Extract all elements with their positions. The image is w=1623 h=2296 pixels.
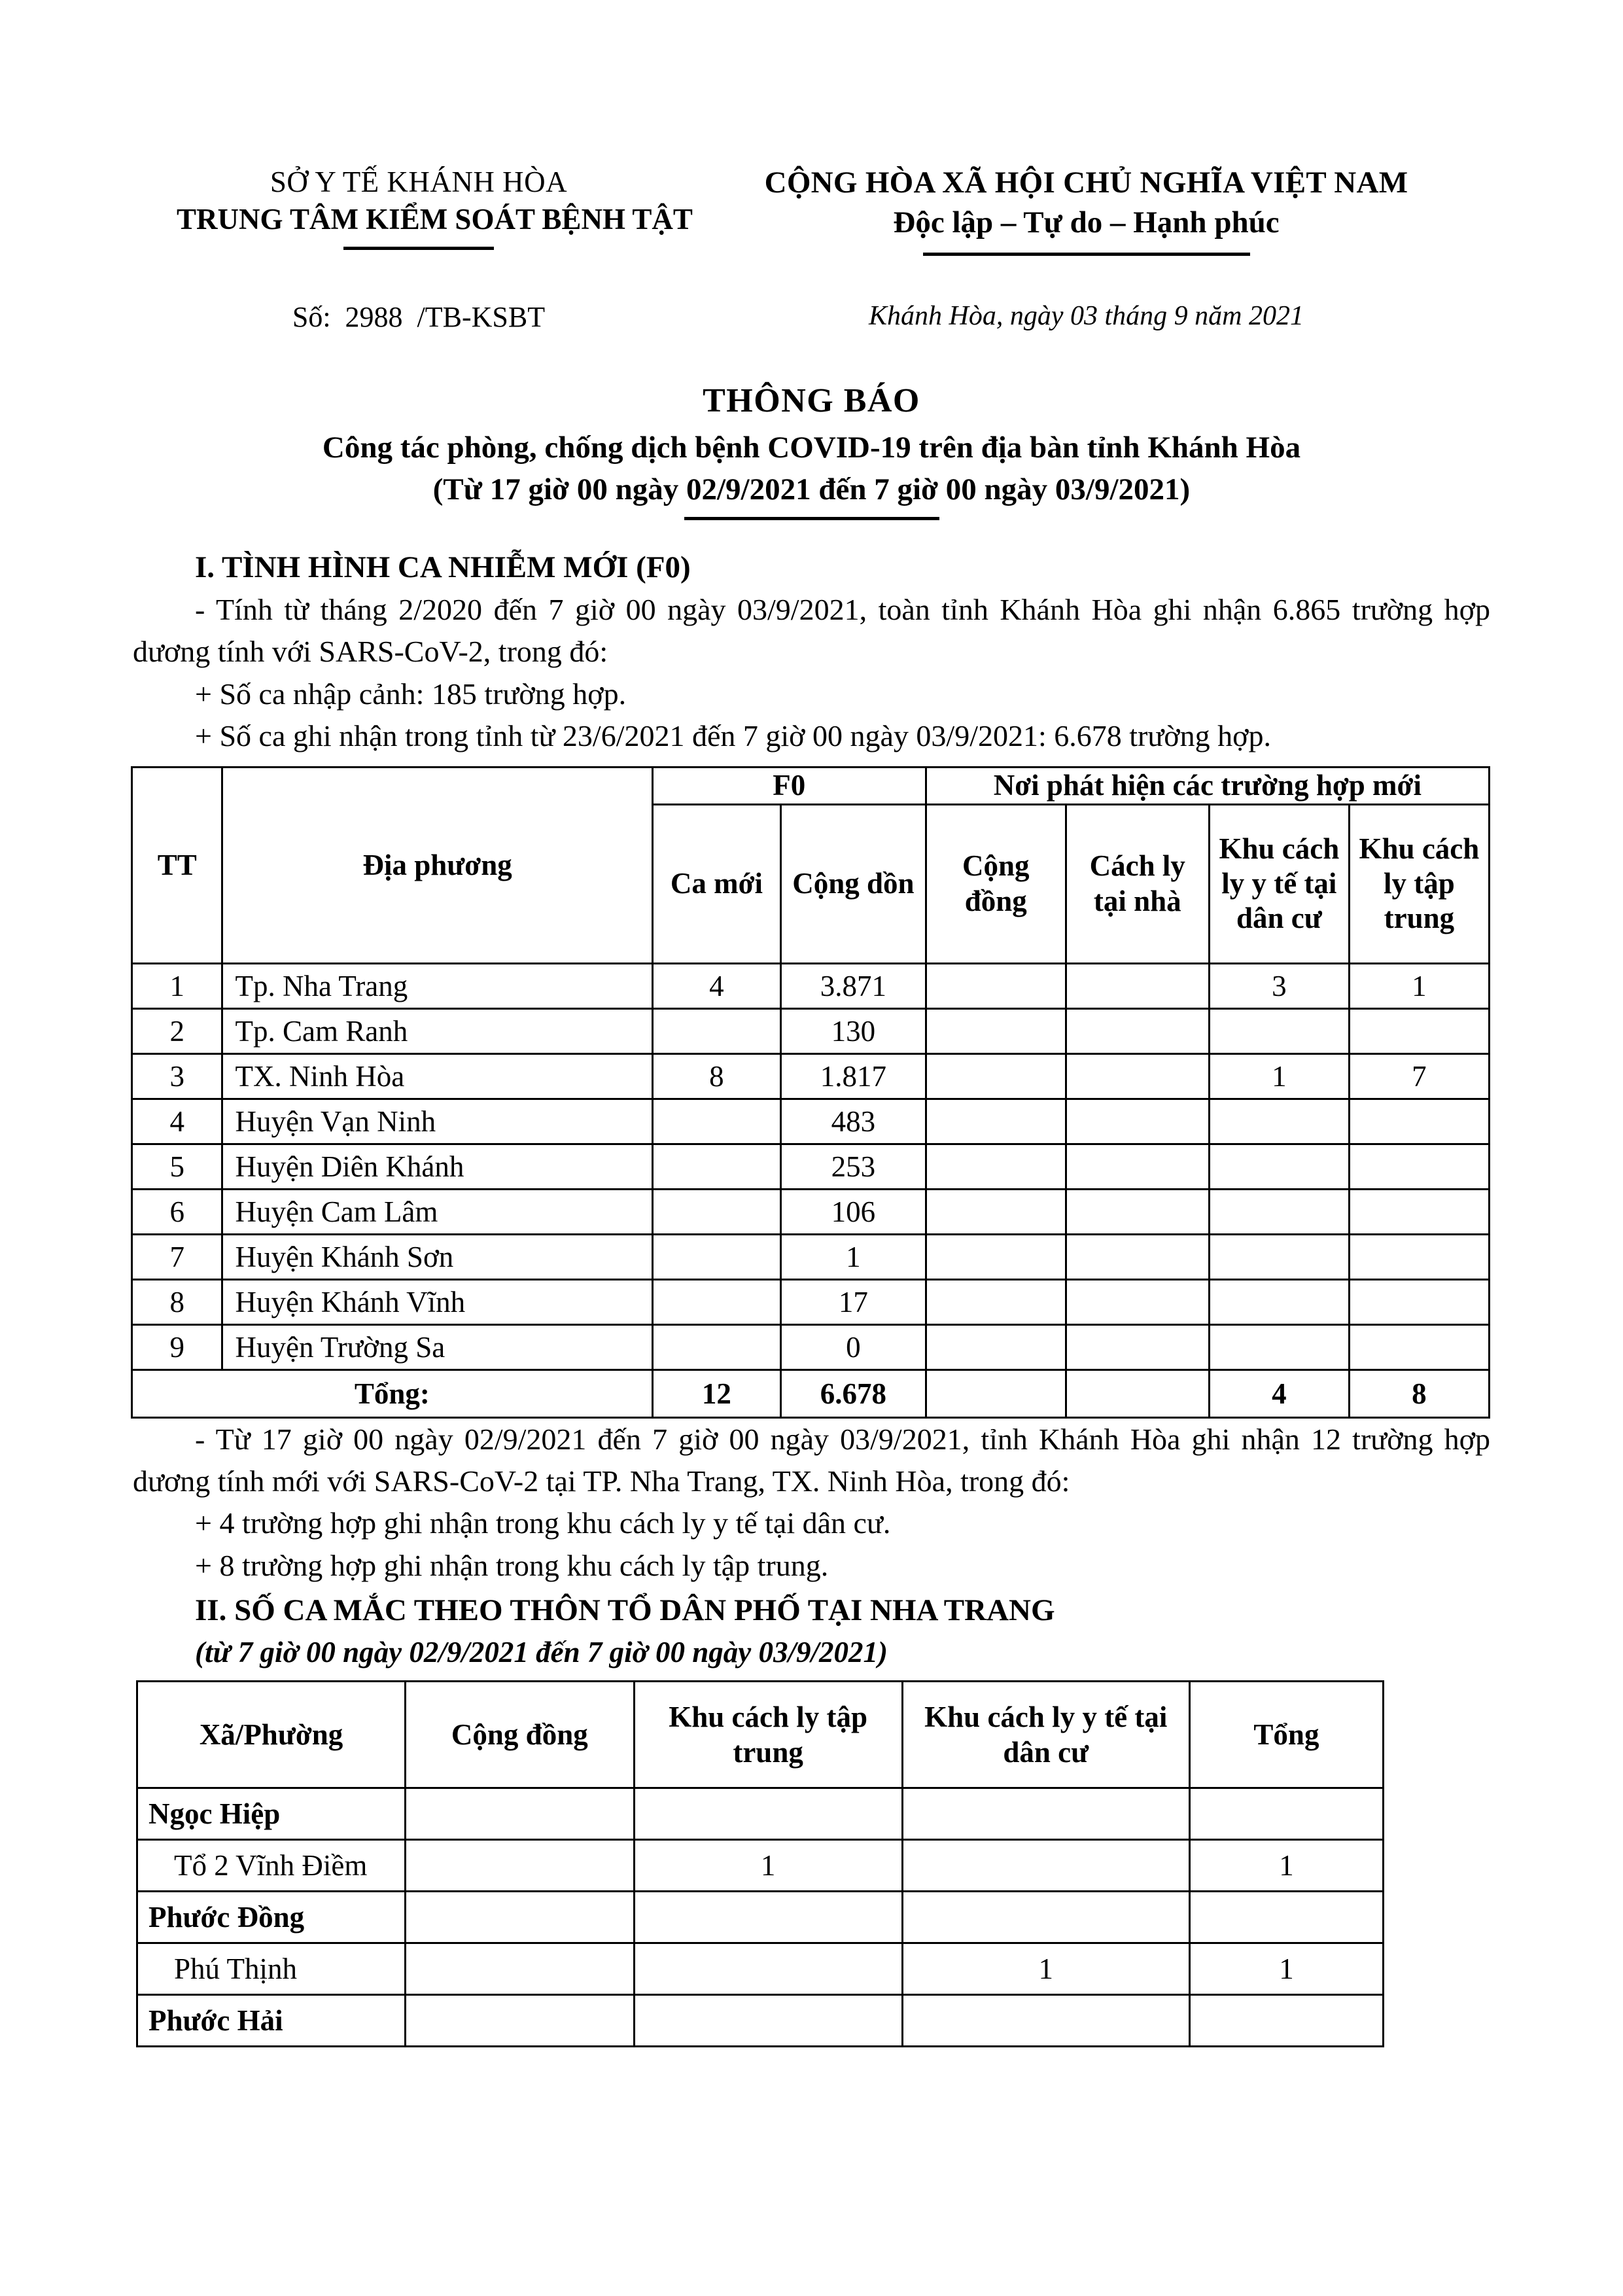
cell-tt: 2 [132, 1008, 222, 1053]
cell-community [926, 1053, 1066, 1099]
cell-tt: 5 [132, 1144, 222, 1189]
national-heading [661, 164, 1512, 256]
cell-ward-community [406, 1840, 634, 1892]
header-group-detection-place: Nơi phát hiện các trường hợp mới [926, 768, 1489, 804]
section-two-heading: II. SỐ CA MẮC THEO THÔN TỔ DÂN PHỐ TẠI NHA TRANG [195, 1593, 1055, 1628]
cell-home-quarantine [1066, 1324, 1209, 1369]
cell-ward-residential-quarantine [902, 1892, 1189, 1943]
table-row [132, 1234, 1490, 1279]
cell-new-cases: 4 [652, 963, 780, 1008]
cell-residential-quarantine [1209, 1234, 1349, 1279]
cell-community [926, 1234, 1066, 1279]
cell-home-quarantine [1066, 1234, 1209, 1279]
table-row [132, 1324, 1490, 1369]
cell-new-cases [652, 1279, 780, 1324]
table-row [132, 1189, 1490, 1234]
header-locality: Địa phương [222, 768, 652, 963]
cell-community [926, 1099, 1066, 1144]
cell-new-cases [652, 1324, 780, 1369]
document-masthead [0, 0, 1623, 256]
place-and-date: Khánh Hòa, ngày 03 tháng 9 năm 2021 [869, 301, 1304, 332]
table-row [137, 1892, 1384, 1943]
document-number: Số: 2988 /TB-KSBT [292, 301, 546, 334]
cell-residential-quarantine [1209, 1008, 1349, 1053]
cell-ward-total [1189, 1892, 1383, 1943]
header-cumulative: Cộng dồn [781, 804, 926, 963]
cell-residential-quarantine [1209, 1144, 1349, 1189]
section-one-paragraph-6: + 8 trường hợp ghi nhận trong khu cách ly tập trung. [195, 1548, 829, 1582]
ward-table-header-row [137, 1682, 1384, 1788]
table-row [137, 1943, 1384, 1995]
cell-tt: 8 [132, 1279, 222, 1324]
cell-central-quarantine [1349, 1189, 1489, 1234]
cell-ward-central-quarantine [634, 1892, 902, 1943]
table-row [132, 1279, 1490, 1324]
section-one-paragraph-4: - Từ 17 giờ 00 ngày 02/9/2021 đến 7 giờ 00 ngày 03/9/2021, tỉnh Khánh Hòa ghi nhận 12 trường hợp dương tính mới với SARS-CoV-2 tại TP. Nha Trang, TX. Ninh Hòa, trong đó: [133, 1422, 1490, 1498]
cell-tt: 7 [132, 1234, 222, 1279]
cell-residential-quarantine: 3 [1209, 963, 1349, 1008]
cell-ward-total: 1 [1189, 1943, 1383, 1995]
cell-cumulative: 1 [781, 1234, 926, 1279]
cell-hamlet-name: Phú Thịnh [137, 1943, 406, 1995]
cell-central-quarantine [1349, 1144, 1489, 1189]
document-subtitle: Công tác phòng, chống dịch bệnh COVID-19 trên địa bàn tỉnh Khánh Hòa [322, 431, 1301, 465]
header-community: Cộng đồng [926, 804, 1066, 963]
cell-locality: Huyện Diên Khánh [222, 1144, 652, 1189]
section-one [133, 546, 1490, 757]
header-ward: Xã/Phường [137, 1682, 406, 1788]
cell-residential-quarantine [1209, 1099, 1349, 1144]
header-ward-total: Tổng [1189, 1682, 1383, 1788]
table-row [137, 1788, 1384, 1840]
national-motto-underline [923, 253, 1250, 256]
cell-cumulative: 3.871 [781, 963, 926, 1008]
organization-name: TRUNG TÂM KIỂM SOÁT BỆNH TẬT [177, 203, 693, 236]
cell-total-central-quarantine: 8 [1349, 1369, 1489, 1417]
cell-central-quarantine: 1 [1349, 963, 1489, 1008]
cell-home-quarantine [1066, 1144, 1209, 1189]
cell-community [926, 1279, 1066, 1324]
cell-locality: Huyện Vạn Ninh [222, 1099, 652, 1144]
cell-tt: 1 [132, 963, 222, 1008]
cell-ward-community [406, 1943, 634, 1995]
cell-total-new-cases: 12 [652, 1369, 780, 1417]
cell-ward-central-quarantine [634, 1943, 902, 1995]
cell-residential-quarantine [1209, 1189, 1349, 1234]
cell-ward-residential-quarantine [902, 1788, 1189, 1840]
cell-ward-total: 1 [1189, 1840, 1383, 1892]
header-residential-quarantine: Khu cách ly y tế tại dân cư [1209, 804, 1349, 963]
table-row [132, 1053, 1490, 1099]
cell-new-cases [652, 1144, 780, 1189]
cell-ward-residential-quarantine: 1 [902, 1943, 1189, 1995]
cell-cumulative: 483 [781, 1099, 926, 1144]
cell-central-quarantine [1349, 1099, 1489, 1144]
cell-locality: Huyện Khánh Sơn [222, 1234, 652, 1279]
cell-new-cases [652, 1234, 780, 1279]
cell-central-quarantine [1349, 1234, 1489, 1279]
cell-locality: Huyện Trường Sa [222, 1324, 652, 1369]
ward-table-body [137, 1788, 1384, 2047]
f0-table-body [132, 963, 1490, 1417]
cell-ward-community [406, 1892, 634, 1943]
cell-cumulative: 106 [781, 1189, 926, 1234]
cell-community [926, 1189, 1066, 1234]
header-ward-community: Cộng đồng [406, 1682, 634, 1788]
cell-community [926, 1324, 1066, 1369]
header-central-quarantine: Khu cách ly tập trung [1349, 804, 1489, 963]
cell-home-quarantine [1066, 1008, 1209, 1053]
cell-residential-quarantine [1209, 1279, 1349, 1324]
cell-residential-quarantine [1209, 1324, 1349, 1369]
header-home-quarantine: Cách ly tại nhà [1066, 804, 1209, 963]
title-underline [684, 517, 939, 520]
cell-total-community [926, 1369, 1066, 1417]
section-one-paragraph-2: + Số ca nhập cảnh: 185 trường hợp. [195, 677, 627, 711]
cell-new-cases [652, 1008, 780, 1053]
cell-community [926, 1144, 1066, 1189]
cell-home-quarantine [1066, 1053, 1209, 1099]
f0-by-locality-table [131, 766, 1490, 1418]
cell-central-quarantine [1349, 1008, 1489, 1053]
organization-parent-name: SỞ Y TẾ KHÁNH HÒA [270, 166, 568, 198]
cell-central-quarantine [1349, 1324, 1489, 1369]
cell-ward-name: Ngọc Hiệp [137, 1788, 406, 1840]
header-ward-residential-quarantine: Khu cách ly y tế tại dân cư [902, 1682, 1189, 1788]
cell-locality: Tp. Cam Ranh [222, 1008, 652, 1053]
header-tt: TT [132, 768, 222, 963]
table-row [132, 963, 1490, 1008]
cell-locality: Tp. Nha Trang [222, 963, 652, 1008]
cell-ward-residential-quarantine [902, 1840, 1189, 1892]
cell-cumulative: 1.817 [781, 1053, 926, 1099]
cell-ward-name: Phước Đồng [137, 1892, 406, 1943]
page-title: THÔNG BÁO [703, 382, 920, 420]
national-motto: Độc lập – Tự do – Hạnh phúc [893, 205, 1280, 239]
cell-total-cumulative: 6.678 [781, 1369, 926, 1417]
header-ward-central-quarantine: Khu cách ly tập trung [634, 1682, 902, 1788]
cell-ward-name: Phước Hải [137, 1995, 406, 2047]
cell-cumulative: 253 [781, 1144, 926, 1189]
section-one-paragraph-1: - Tính từ tháng 2/2020 đến 7 giờ 00 ngày 03/9/2021, toàn tỉnh Khánh Hòa ghi nhận 6.865 trường hợp dương tính với SARS-CoV-2, trong đó: [133, 592, 1490, 669]
cell-total-label: Tổng: [132, 1369, 653, 1417]
national-title: CỘNG HÒA XÃ HỘI CHỦ NGHĨA VIỆT NAM [764, 166, 1408, 200]
cell-tt: 4 [132, 1099, 222, 1144]
cell-ward-central-quarantine: 1 [634, 1840, 902, 1892]
cell-hamlet-name: Tổ 2 Vĩnh Điềm [137, 1840, 406, 1892]
table-row [137, 1840, 1384, 1892]
cell-ward-community [406, 1995, 634, 2047]
issuing-organization [177, 164, 693, 256]
cell-total-home-quarantine [1066, 1369, 1209, 1417]
table-row [132, 1099, 1490, 1144]
cell-ward-central-quarantine [634, 1788, 902, 1840]
table-total-row [132, 1369, 1490, 1417]
table-row [132, 1008, 1490, 1053]
cell-ward-residential-quarantine [902, 1995, 1189, 2047]
cell-ward-central-quarantine [634, 1995, 902, 2047]
cases-by-ward-table [136, 1680, 1384, 2047]
cell-home-quarantine [1066, 1099, 1209, 1144]
cell-locality: Huyện Cam Lâm [222, 1189, 652, 1234]
cell-total-residential-quarantine: 4 [1209, 1369, 1349, 1417]
table-row [132, 1144, 1490, 1189]
document-reporting-period: (Từ 17 giờ 00 ngày 02/9/2021 đến 7 giờ 00 ngày 03/9/2021) [432, 472, 1191, 506]
cell-locality: Huyện Khánh Vĩnh [222, 1279, 652, 1324]
cell-new-cases: 8 [652, 1053, 780, 1099]
section-one-paragraph-5: + 4 trường hợp ghi nhận trong khu cách ly y tế tại dân cư. [195, 1506, 891, 1540]
cell-new-cases [652, 1189, 780, 1234]
header-group-f0: F0 [652, 768, 926, 804]
header-new-cases: Ca mới [652, 804, 780, 963]
cell-new-cases [652, 1099, 780, 1144]
document-title-block [0, 380, 1623, 520]
cell-community [926, 1008, 1066, 1053]
cell-tt: 3 [132, 1053, 222, 1099]
section-one-after-table [133, 1419, 1490, 1673]
cell-tt: 6 [132, 1189, 222, 1234]
cell-tt: 9 [132, 1324, 222, 1369]
cell-home-quarantine [1066, 963, 1209, 1008]
organization-underline [343, 247, 494, 250]
cell-locality: TX. Ninh Hòa [222, 1053, 652, 1099]
document-reference-row [0, 300, 1623, 334]
cell-cumulative: 130 [781, 1008, 926, 1053]
cell-cumulative: 0 [781, 1324, 926, 1369]
cell-ward-total [1189, 1788, 1383, 1840]
section-one-paragraph-3: + Số ca ghi nhận trong tỉnh từ 23/6/2021 đến 7 giờ 00 ngày 03/9/2021: 6.678 trường hợp. [195, 719, 1271, 753]
cell-cumulative: 17 [781, 1279, 926, 1324]
cell-central-quarantine: 7 [1349, 1053, 1489, 1099]
cell-home-quarantine [1066, 1279, 1209, 1324]
cell-community [926, 963, 1066, 1008]
cell-ward-community [406, 1788, 634, 1840]
cell-ward-total [1189, 1995, 1383, 2047]
section-two-subheading: (từ 7 giờ 00 ngày 02/9/2021 đến 7 giờ 00 ngày 03/9/2021) [195, 1636, 888, 1669]
cell-residential-quarantine: 1 [1209, 1053, 1349, 1099]
section-one-heading: I. TÌNH HÌNH CA NHIỄM MỚI (F0) [195, 550, 691, 585]
table-header-row-groups [132, 768, 1490, 804]
cell-central-quarantine [1349, 1279, 1489, 1324]
table-row [137, 1995, 1384, 2047]
cell-home-quarantine [1066, 1189, 1209, 1234]
